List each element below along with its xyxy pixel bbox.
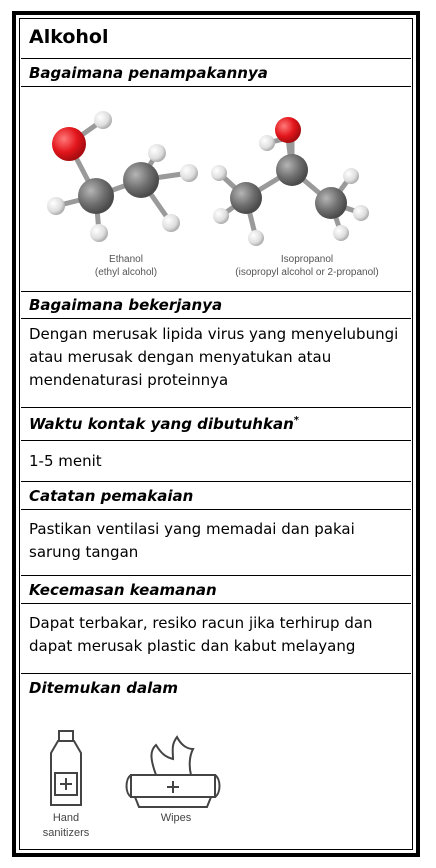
wipes-icon: [127, 737, 220, 807]
contact-time-text: 1-5 menit: [21, 442, 411, 482]
ethanol-caption: [71, 253, 181, 279]
found-in-heading: Ditemukan dalam: [29, 679, 178, 697]
footnote-mark: *: [293, 415, 299, 426]
appearance-heading: Bagaimana penampakannya: [21, 60, 411, 87]
isopropanol-alt-name: (isopropyl alcohol or 2-propanol): [235, 267, 379, 278]
contact-time-heading: [21, 409, 411, 441]
isopropanol-name: Isopropanol: [280, 254, 334, 265]
mechanism-text: Dengan merusak lipida virus yang menyelubungi atau merusak dengan menyatukan atau mendenaturasi proteinnya: [21, 320, 411, 408]
card-content: [21, 20, 411, 848]
ethanol-name: Ethanol: [109, 254, 143, 265]
hand-sanitizer-icon: [51, 731, 81, 805]
wipes-caption: [136, 811, 216, 826]
molecule-illustration: [21, 88, 411, 292]
alcohol-info-card: [12, 11, 420, 857]
ethanol-alt-name: (ethyl alcohol): [94, 267, 158, 278]
card-title: Alkohol: [21, 20, 411, 59]
isopropanol-caption: [207, 253, 407, 279]
safety-heading: Kecemasan keamanan: [21, 577, 411, 604]
hand-sanitizer-label-line2: sanitizers: [42, 827, 90, 839]
hand-sanitizer-caption: [31, 811, 101, 841]
usage-notes-text: Pastikan ventilasi yang memadai dan pakai sarung tangan: [21, 511, 411, 576]
contact-time-heading-text: Waktu kontak yang dibutuhkan: [29, 415, 294, 433]
hand-sanitizer-label-line1: Hand: [52, 812, 80, 824]
mechanism-heading: Bagaimana bekerjanya: [21, 292, 411, 319]
isopropanol-atoms: [211, 117, 369, 246]
found-in-icon-art: [31, 723, 231, 813]
usage-notes-heading: Catatan pemakaian: [21, 483, 411, 510]
found-in-icons: [21, 703, 419, 853]
safety-text: Dapat terbakar, resiko racun jika terhirup dan dapat merusak plastic dan kabut melayang: [21, 605, 411, 674]
wipes-label: Wipes: [160, 812, 192, 824]
